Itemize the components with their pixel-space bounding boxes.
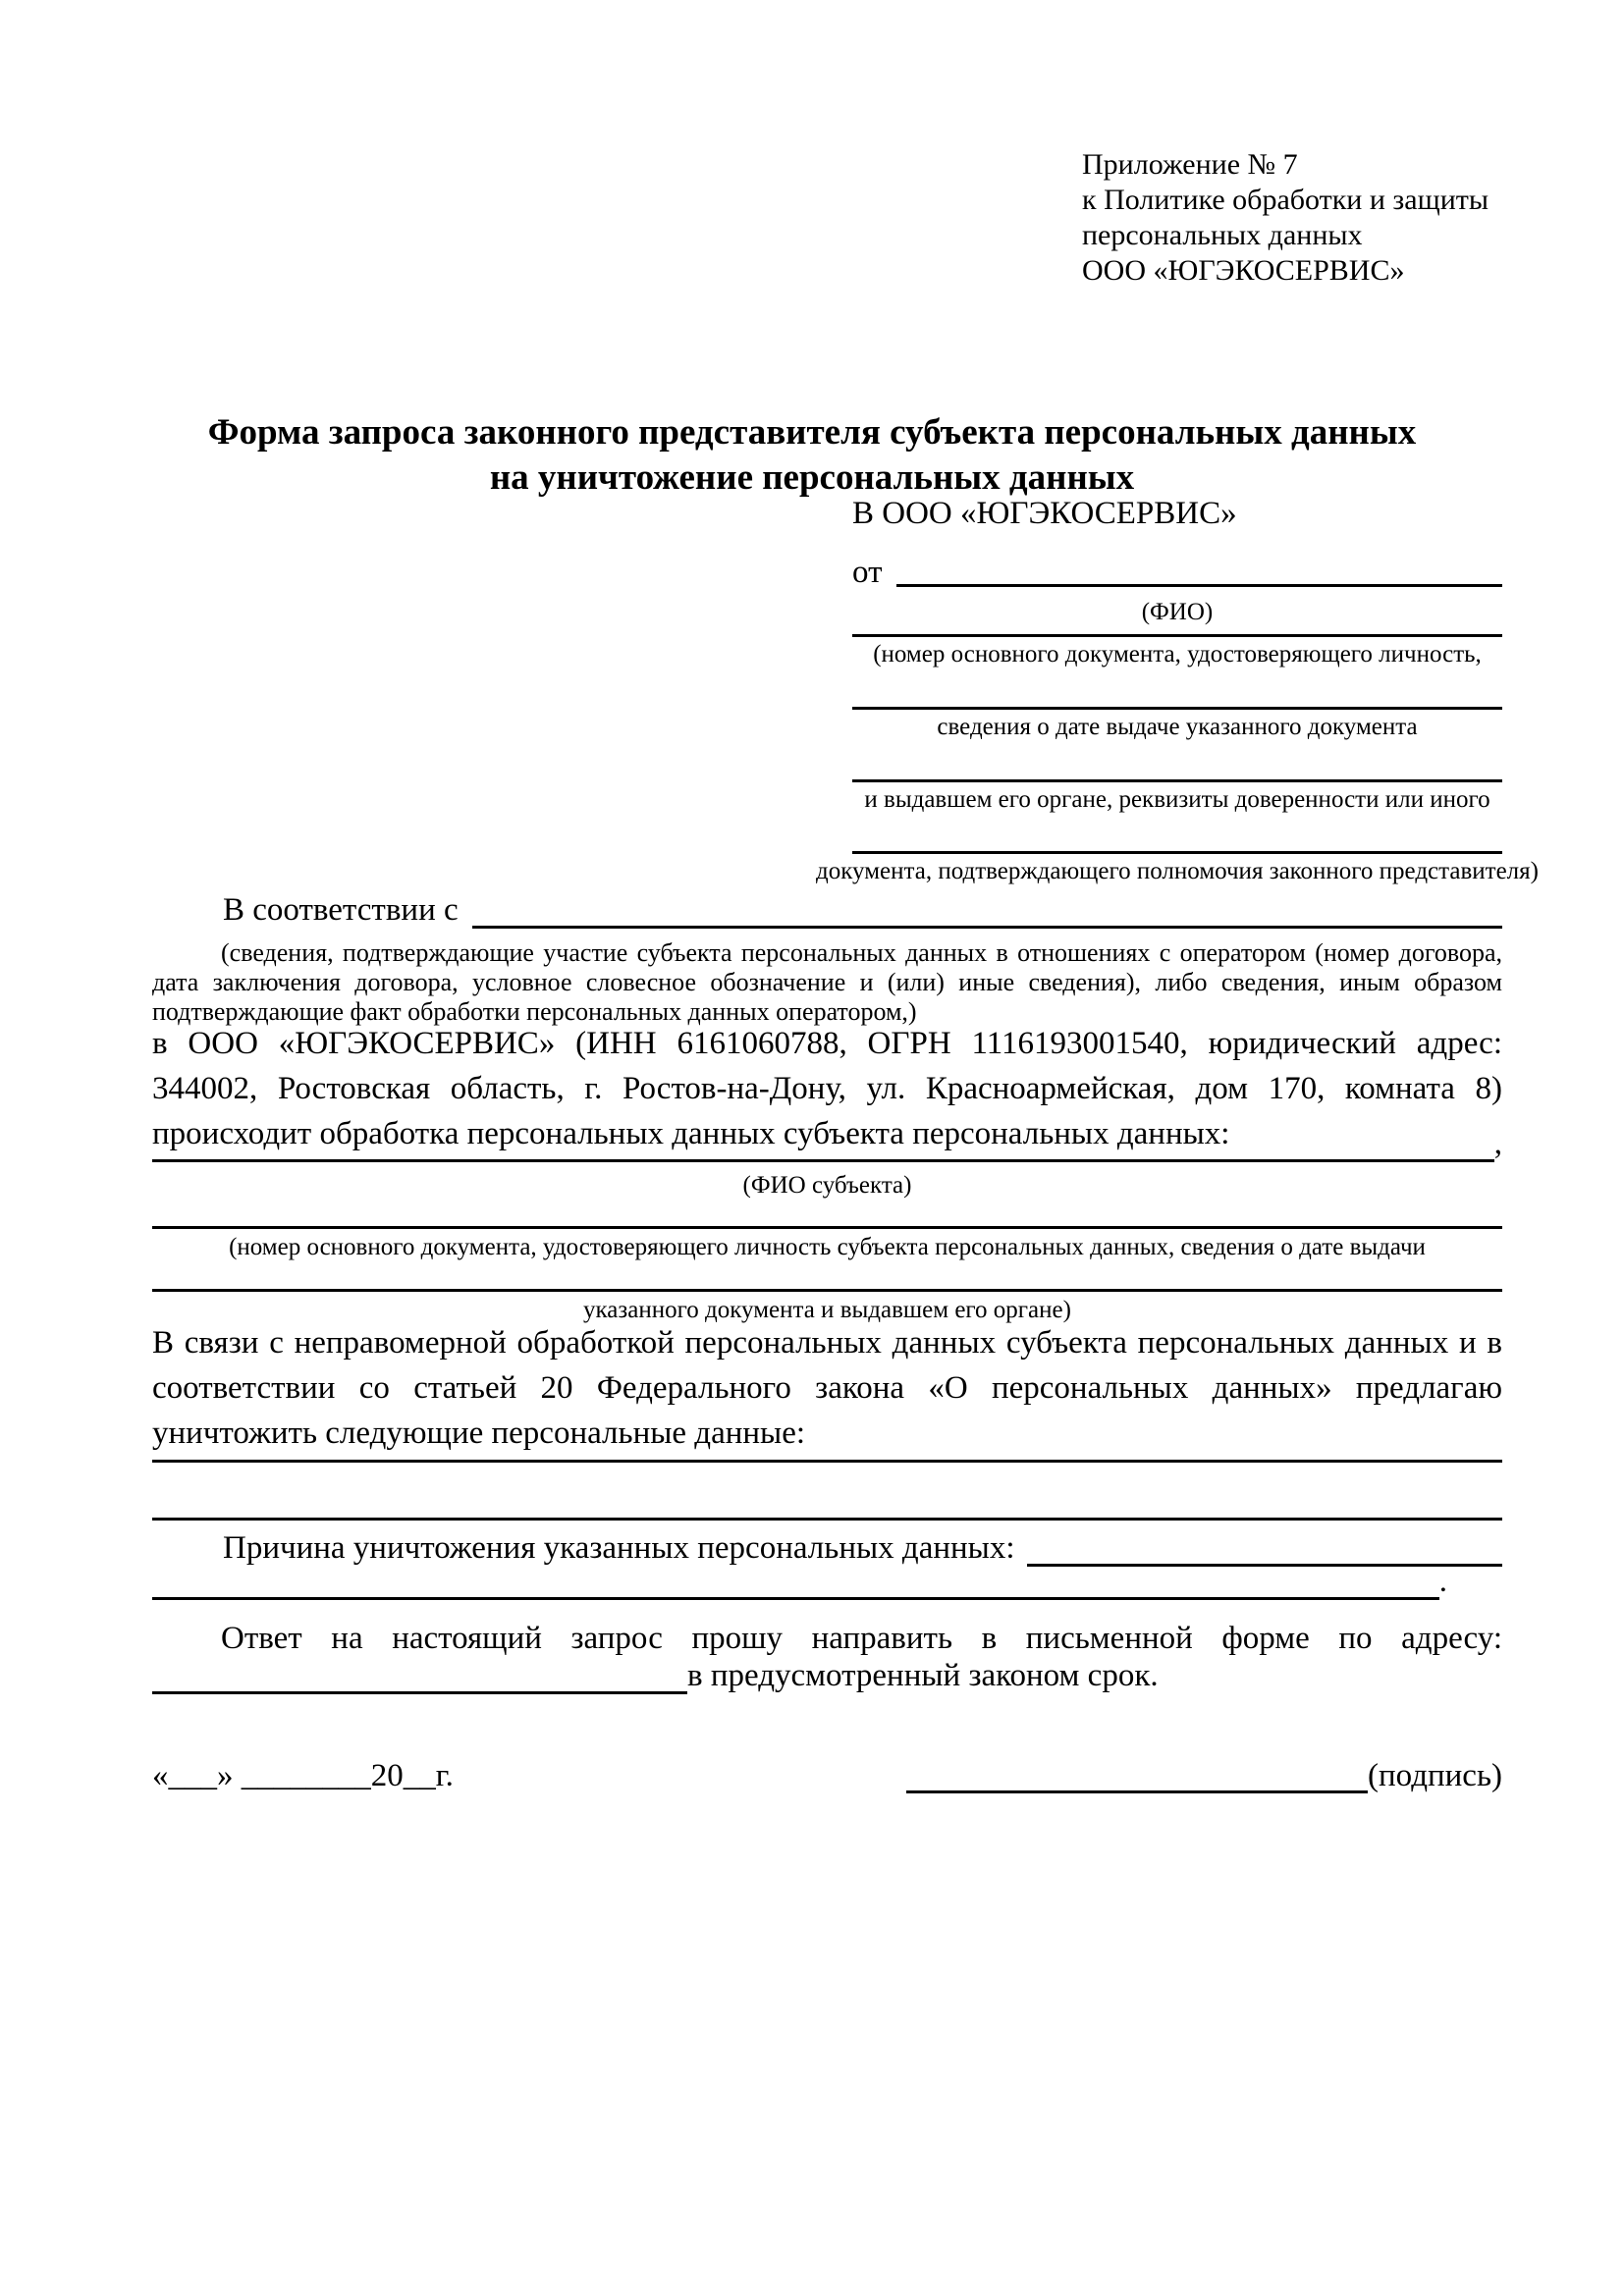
header-note [1082,147,1489,289]
doc-title-line-2: на уничтожение персональных данных [489,457,1135,498]
from-blank-line [896,584,1503,587]
reason-period: . [1438,1564,1447,1599]
addressee-block [816,496,1539,888]
answer-tail: в предусмотренный законом срок. [687,1658,1159,1693]
representative-doc-caption-1: (номер основного документа, удостоверяющего личность, [873,641,1482,667]
subject-fio-blank-line [152,1159,1494,1162]
signature-caption: (подпись) [1368,1758,1502,1793]
address-blank-line [152,1691,687,1694]
subject-doc-caption-1: (номер основного документа, удостоверяющего личность субъекта персональных данных, сведения о дате выдачи [229,1234,1426,1260]
header-note-line-2: к Политике обработки и защиты [1082,184,1489,216]
header-note-line-3: персональных данных [1082,219,1363,251]
reason-continuation-row [152,1564,1447,1604]
answer-paragraph: Ответ на настоящий запрос прошу направить в письменной форме по адресу: [221,1621,1502,1656]
representative-doc-blank-1 [852,634,1502,637]
from-label: от [852,555,883,590]
subject-doc-blank-line-2 [152,1289,1502,1292]
from-row [852,548,1502,591]
header-note-line-1: Приложение № 7 [1082,148,1298,181]
fio-caption: (ФИО) [1141,599,1214,625]
according-blank-line [472,926,1502,929]
data-blank-line-2 [152,1518,1502,1521]
representative-doc-blank-4 [852,851,1502,854]
addressee-organization: В ООО «ЮГЭКОСЕРВИС» [852,496,1237,531]
subject-doc-caption-2: указанного документа и выдавшем его органе) [583,1297,1071,1323]
subject-trailing-comma: , [1493,1126,1502,1161]
subject-fio-caption: (ФИО субъекта) [742,1172,912,1199]
representative-doc-caption-3: и выдавшем его органе, реквизиты доверенности или иного [864,786,1490,813]
reason-continuation-line [152,1597,1439,1600]
according-footnote: (сведения, подтверждающие участие субъекта персональных данных в отношениях с оператором (номер договора, дата заключения договора, условное словесное обозначение и (или) иные сведения), либо сведения, иным образом подтверждающие факт обработки персональных данных оператором,) [152,938,1502,1026]
header-note-line-4: ООО «ЮГЭКОСЕРВИС» [1082,254,1405,287]
representative-doc-blank-2 [852,707,1502,710]
data-blank-line-1 [152,1460,1502,1463]
representative-doc-blank-3 [852,779,1502,782]
representative-doc-caption-4: документа, подтверждающего полномочия законного представителя) [816,858,1539,884]
answer-address-row [152,1659,1502,1698]
request-paragraph: В связи с неправомерной обработкой персональных данных субъекта персональных данных и в соответствии со статьей 20 Федерального закона «О персональных данных» предлагаю уничтожить следующие персональные данные: [152,1325,1502,1451]
footer-row [152,1755,1502,1798]
signature-blank-line [906,1790,1368,1793]
reason-row [152,1531,1502,1571]
representative-doc-caption-2: сведения о дате выдаче указанного документа [937,714,1418,740]
subject-fio-row [152,1126,1502,1166]
subject-doc-blank-line-1 [152,1226,1502,1229]
according-row [152,889,1502,933]
according-label: В соответствии с [223,892,459,928]
reason-blank-line [1027,1564,1502,1567]
date-blank: «___» ________20__г. [152,1758,454,1793]
reason-label: Причина уничтожения указанных персональных данных: [223,1530,1015,1566]
operator-paragraph: в ООО «ЮГЭКОСЕРВИС» (ИНН 6161060788, ОГРН 1116193001540, юридический адрес: 344002, Ростовская область, г. Ростов-на-Дону, ул. Красноармейская, дом 170, комната 8) происходит обработка персональных данных субъекта персональных данных: [152,1026,1502,1151]
doc-title-line-1: Форма запроса законного представителя субъекта персональных данных [207,412,1417,453]
